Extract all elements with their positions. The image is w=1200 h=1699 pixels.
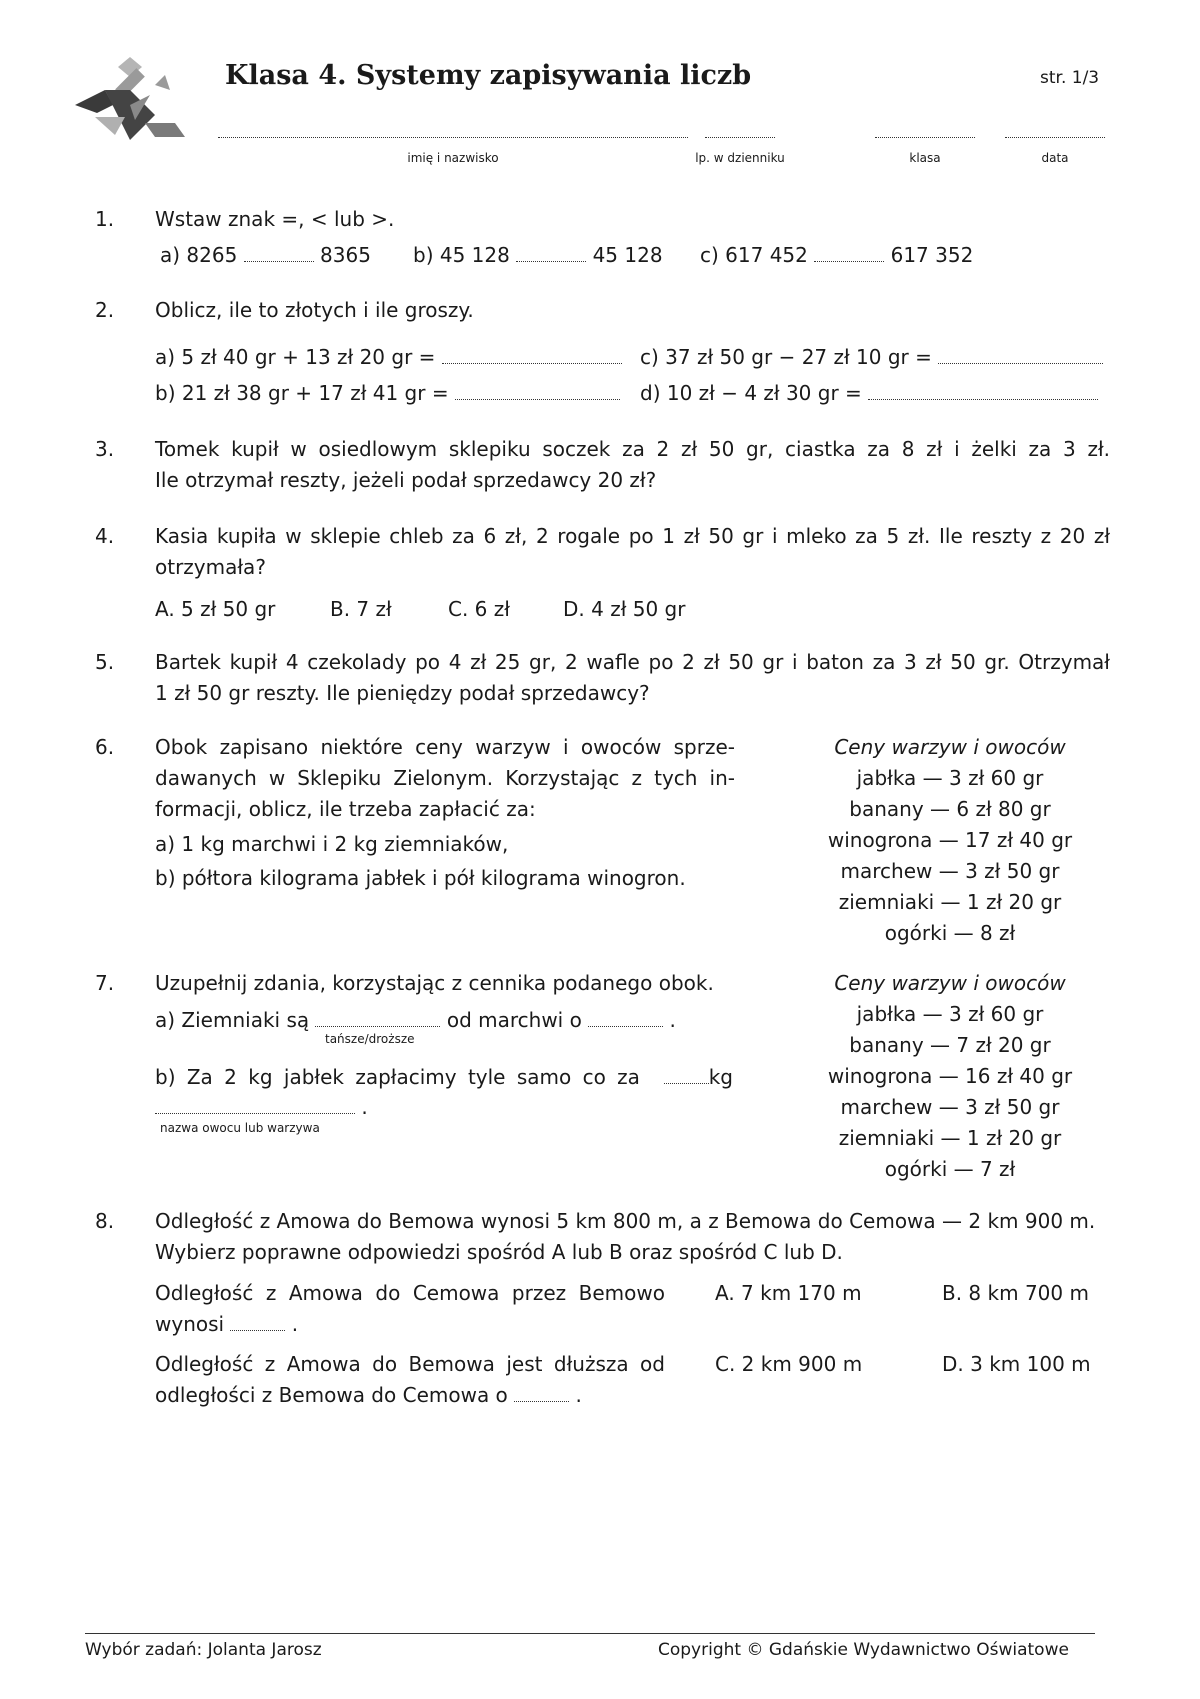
task-8-q1: Odległość z Amowa do Cemowa przez Bemowo bbox=[155, 1281, 665, 1305]
task-1c-right: 617 352 bbox=[890, 243, 974, 267]
task-6-line: formacji, oblicz, ile trzeba zapłacić za: bbox=[155, 797, 536, 821]
task-number: 7. bbox=[95, 971, 115, 995]
price-item: marchew — 3 zł 50 gr bbox=[840, 1095, 1060, 1119]
class-field-label: klasa bbox=[909, 151, 941, 165]
task-8-option-b[interactable]: B. 8 km 700 m bbox=[942, 1281, 1089, 1305]
footer-copyright: Copyright © Gdańskie Wydawnictwo Oświatowe bbox=[658, 1640, 1069, 1660]
task-7b-answer-1[interactable] bbox=[664, 1067, 709, 1084]
task-number: 2. bbox=[95, 298, 115, 322]
task-2c-answer[interactable] bbox=[938, 347, 1103, 364]
price-item: marchew — 3 zł 50 gr bbox=[840, 859, 1060, 883]
task-2c: c) 37 zł 50 gr − 27 zł 10 gr = bbox=[640, 342, 1103, 373]
task-1-text: Wstaw znak =, < lub >. bbox=[155, 207, 395, 231]
task-7b-hint: nazwa owocu lub warzywa bbox=[160, 1121, 320, 1135]
class-number-field[interactable] bbox=[705, 137, 775, 138]
date-field-label: data bbox=[1041, 151, 1069, 165]
task-4-option-b[interactable]: B. 7 zł bbox=[330, 597, 392, 621]
task-number: 3. bbox=[95, 437, 115, 461]
task-2b-answer[interactable] bbox=[455, 383, 620, 400]
date-field[interactable] bbox=[1005, 137, 1105, 138]
task-number: 8. bbox=[95, 1209, 115, 1233]
task-2a-answer[interactable] bbox=[442, 347, 622, 364]
price-item: ogórki — 7 zł bbox=[884, 1157, 1016, 1181]
name-field[interactable] bbox=[218, 137, 688, 138]
footer-divider bbox=[85, 1633, 1095, 1634]
task-1b: b) 45 128 bbox=[413, 243, 510, 267]
task-2d: d) 10 zł − 4 zł 30 gr = bbox=[640, 378, 1098, 409]
task-6-line: dawanych w Sklepiku Zielonym. Korzystając z tych in- bbox=[155, 766, 735, 790]
task-4-option-d[interactable]: D. 4 zł 50 gr bbox=[563, 597, 686, 621]
task-8-q2-line2: odległości z Bemowa do Cemowa o . bbox=[155, 1383, 582, 1407]
name-field-label: imię i nazwisko bbox=[407, 151, 499, 165]
task-1c: c) 617 452 bbox=[700, 243, 808, 267]
task-4-option-c[interactable]: C. 6 zł bbox=[448, 597, 510, 621]
task-7a: a) Ziemniaki są od marchwi o . bbox=[155, 1008, 676, 1032]
price-item: banany — 6 zł 80 gr bbox=[849, 797, 1051, 821]
task-6b: b) półtora kilograma jabłek i pół kilograma winogron. bbox=[155, 866, 686, 890]
price-item: winogrona — 17 zł 40 gr bbox=[827, 828, 1073, 852]
price-item: banany — 7 zł 20 gr bbox=[849, 1033, 1051, 1057]
task-4-line: Kasia kupiła w sklepie chleb za 6 zł, 2 rogale po 1 zł 50 gr i mleko za 5 zł. Ile reszty z 20 zł bbox=[155, 524, 1110, 548]
price-item: jabłka — 3 zł 60 gr bbox=[856, 1002, 1044, 1026]
task-8-option-c[interactable]: C. 2 km 900 m bbox=[715, 1352, 863, 1376]
footer-author: Wybór zadań: Jolanta Jarosz bbox=[85, 1640, 322, 1660]
price-item: winogrona — 16 zł 40 gr bbox=[827, 1064, 1073, 1088]
task-7b: b) Za 2 kg jabłek zapłacimy tyle samo co za kg bbox=[155, 1065, 733, 1089]
task-8-q1-answer[interactable] bbox=[230, 1314, 285, 1331]
price-item: ziemniaki — 1 zł 20 gr bbox=[838, 1126, 1062, 1150]
price-item: ziemniaki — 1 zł 20 gr bbox=[838, 890, 1062, 914]
task-3-line: Ile otrzymał reszty, jeżeli podał sprzedawcy 20 zł? bbox=[155, 468, 657, 492]
page-number: str. 1/3 bbox=[1040, 68, 1100, 88]
task-number: 1. bbox=[95, 207, 115, 231]
task-7a-answer-1[interactable] bbox=[315, 1010, 440, 1027]
task-2a: a) 5 zł 40 gr + 13 zł 20 gr = bbox=[155, 342, 622, 373]
page-title: Klasa 4. Systemy zapisywania liczb bbox=[225, 60, 752, 91]
price-item: jabłka — 3 zł 60 gr bbox=[856, 766, 1044, 790]
task-1-row bbox=[413, 240, 663, 271]
price-list-6 bbox=[815, 732, 1085, 949]
task-7a-answer-2[interactable] bbox=[588, 1010, 663, 1027]
task-8-option-d[interactable]: D. 3 km 100 m bbox=[942, 1352, 1091, 1376]
class-field[interactable] bbox=[875, 137, 975, 138]
price-list-title: Ceny warzyw i owoców bbox=[834, 971, 1066, 995]
task-8-option-a[interactable]: A. 7 km 170 m bbox=[715, 1281, 862, 1305]
task-8-line: Wybierz poprawne odpowiedzi spośród A lub B oraz spośród C lub D. bbox=[155, 1240, 843, 1264]
task-1b-answer[interactable] bbox=[516, 245, 586, 262]
task-6-line: Obok zapisano niektóre ceny warzyw i owoców sprze- bbox=[155, 735, 735, 759]
task-1-row bbox=[160, 240, 371, 271]
publisher-logo bbox=[75, 55, 185, 145]
task-8-line: Odległość z Amowa do Bemowa wynosi 5 km 800 m, a z Bemowa do Cemowa — 2 km 900 m. bbox=[155, 1209, 1096, 1233]
task-1a-answer[interactable] bbox=[244, 245, 314, 262]
class-number-field-label: lp. w dzienniku bbox=[695, 151, 785, 165]
task-6a: a) 1 kg marchwi i 2 kg ziemniaków, bbox=[155, 832, 509, 856]
task-5-line: Bartek kupił 4 czekolady po 4 zł 25 gr, 2 wafle po 2 zł 50 gr i baton za 3 zł 50 gr. Otrzymał bbox=[155, 650, 1110, 674]
task-1a: a) 8265 bbox=[160, 243, 238, 267]
task-3-line: Tomek kupił w osiedlowym sklepiku soczek za 2 zł 50 gr, ciastka za 8 zł i żelki za 3 zł. bbox=[155, 437, 1110, 461]
task-7a-hint: tańsze/droższe bbox=[325, 1032, 415, 1046]
task-2b: b) 21 zł 38 gr + 17 zł 41 gr = bbox=[155, 378, 620, 409]
task-1a-right: 8365 bbox=[320, 243, 371, 267]
price-list-7 bbox=[815, 968, 1085, 1185]
task-1c-answer[interactable] bbox=[814, 245, 884, 262]
task-8-q1-line2: wynosi . bbox=[155, 1312, 299, 1336]
task-7-text: Uzupełnij zdania, korzystając z cennika podanego obok. bbox=[155, 971, 714, 995]
task-2d-answer[interactable] bbox=[868, 383, 1098, 400]
task-1-row bbox=[700, 240, 973, 271]
task-4-line: otrzymała? bbox=[155, 555, 266, 579]
task-1b-right: 45 128 bbox=[592, 243, 663, 267]
task-8-q2-answer[interactable] bbox=[514, 1385, 569, 1402]
task-7b-answer-2[interactable] bbox=[155, 1097, 355, 1114]
task-number: 4. bbox=[95, 524, 115, 548]
price-list-title: Ceny warzyw i owoców bbox=[834, 735, 1066, 759]
task-number: 6. bbox=[95, 735, 115, 759]
task-7b-line2: . bbox=[155, 1092, 368, 1123]
price-item: ogórki — 8 zł bbox=[884, 921, 1016, 945]
task-number: 5. bbox=[95, 650, 115, 674]
task-8-q2: Odległość z Amowa do Bemowa jest dłuższa od bbox=[155, 1352, 665, 1376]
task-4-option-a[interactable]: A. 5 zł 50 gr bbox=[155, 597, 276, 621]
task-5-line: 1 zł 50 gr reszty. Ile pieniędzy podał sprzedawcy? bbox=[155, 681, 650, 705]
task-2-text: Oblicz, ile to złotych i ile groszy. bbox=[155, 298, 474, 322]
